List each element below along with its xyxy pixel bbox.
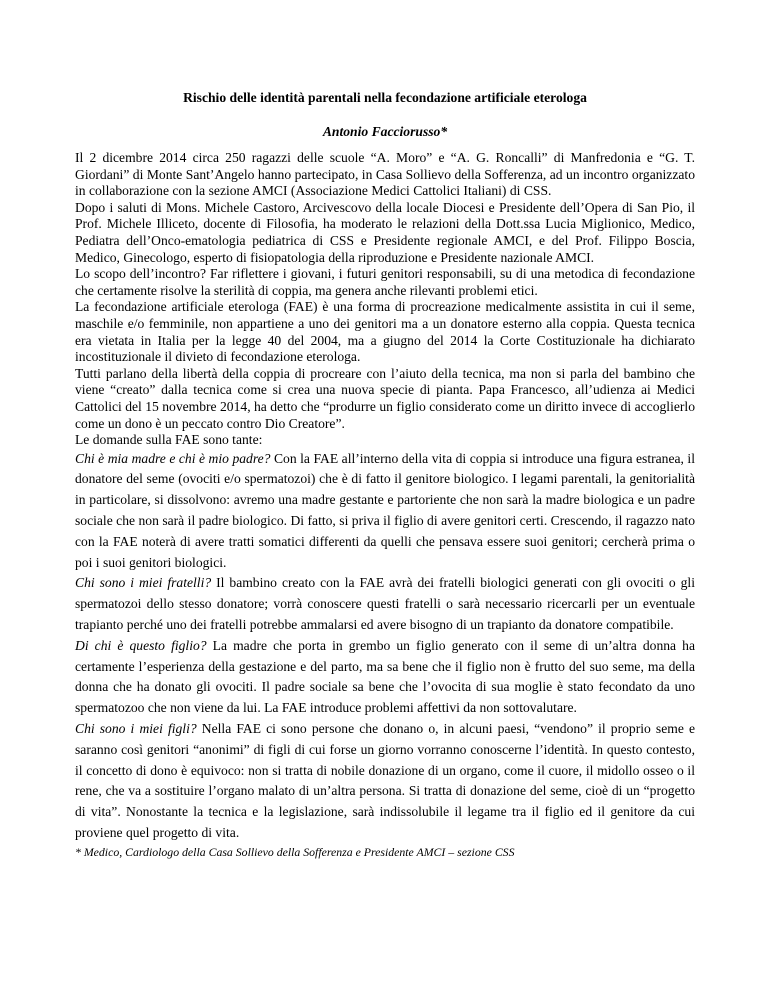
question-text: Di chi è questo figlio?: [75, 637, 207, 653]
paragraph: Tutti parlano della libertà della coppia di procreare con l’aiuto della tecnica, ma non si parla del bambino che viene “creato” dalla tecnica come si crea una nuova specie di pianta. Papa Francesco, all’udienza ai Medici Cattolici del 15 novembre 2014, ha detto che “produrre un figlio considerato come un diritto invece di accoglierlo come un dono è un peccato contro Dio Creatore”.: [75, 365, 695, 431]
document-author: Antonio Facciorusso*: [322, 124, 448, 139]
paragraph: Dopo i saluti di Mons. Michele Castoro, Arcivescovo della locale Diocesi e Presidente dell’Opera di San Pio, il Prof. Michele Illiceto, docente di Filosofia, ha moderato le relazioni della Dott.ssa Lucia Miglionico, Medico, Pediatra dell’Onco-ematologia pediatrica di CSS e Presidente regionale AMCI, e del Prof. Filippo Boscia, Medico, Ginecologo, esperto di fisiopatologia della riproduzione e Presidente nazionale AMCI.: [75, 199, 695, 265]
questions-section: [75, 449, 695, 844]
footnote: * Medico, Cardiologo della Casa Sollievo della Sofferenza e Presidente AMCI – sezione CSS: [75, 844, 515, 859]
answer-text: La madre che porta in grembo un figlio generato con il seme di un’altra donna ha certamente l’esperienza della gestazione e del parto, ma sa bene che il figlio non è frutto del suo seme, ma della donna che ha donato gli ovociti. Il padre sociale sa bene che l’ovocita di sua moglie è stato fecondato da uno spermatozoo che non viene da lui. La FAE introduce problemi affettivi da non sottovalutare.: [75, 637, 695, 716]
question-text: Chi è mia madre e chi è mio padre?: [75, 450, 271, 466]
paragraph: Lo scopo dell’incontro? Far riflettere i giovani, i futuri genitori responsabili, su di una metodica di fecondazione che certamente risolve la sterilità di coppia, ma genera anche rilevanti problemi etici.: [75, 266, 695, 298]
answer-text: Nella FAE ci sono persone che donano o, in alcuni paesi, “vendono” il proprio seme e saranno così genitori “anonimi” di figli di cui forse un giorno vorranno conoscerne l’identità. In questo contesto, il concetto di dono è equivoco: non si tratta di nobile donazione di un organo, come il cuore, il midollo osseo o il rene, che va a sostituire l’organo malato di un’altra persona. Si tratta di donazione del seme, cioè di un “progetto di vita”. Nonostante la tecnica e la legislazione, sarà indissolubile il legame tra il figlio ed il genitore da cui proviene quel progetto di vita.: [75, 721, 695, 841]
question-paragraph: [75, 636, 695, 719]
intro-section: [75, 150, 695, 449]
paragraph: Le domande sulla FAE sono tante:: [75, 432, 263, 448]
answer-text: Il bambino creato con la FAE avrà dei fratelli biologici generati con gli ovociti o gli spermatozoi dello stesso donatore; vorrà conoscere questi fratelli o sarà necessario ricercarli per un eventuale trapianto perché uno dei fratelli potrebbe ammalarsi ed avere bisogno di un trapianto da donatore compatibile.: [75, 575, 695, 633]
answer-text: Con la FAE all’interno della vita di coppia si introduce una figura estranea, il donatore del seme (ovociti e/o spermatozoi) che è di fatto il genitore biologico. I legami parentali, la genitorialità in particolare, si dissolvono: avremo una madre gestante e partoriente che non sarà la madre biologica e un padre sociale che non sarà il padre biologico. Di fatto, si priva il figlio di avere genitori certi. Crescendo, il ragazzo nato con la FAE noterà di avere tratti somatici differenti da quelli che pensava essere suoi genitori; cercherà prima o poi i suoi genitori biologici.: [75, 450, 695, 570]
question-paragraph: [75, 449, 695, 574]
paragraph: La fecondazione artificiale eterologa (FAE) è una forma di procreazione medicalmente assistita in cui il seme, maschile e/o femminile, non appartiene a uno dei genitori ma a un donatore esterno alla coppia. Questa tecnica era vietata in Italia per la legge 40 del 2004, ma a giugno del 2014 la Corte Costituzionale ha dichiarato incostituzionale il divieto di fecondazione eterologa.: [75, 299, 695, 365]
question-text: Chi sono i miei fratelli?: [75, 575, 212, 591]
paragraph: Il 2 dicembre 2014 circa 250 ragazzi delle scuole “A. Moro” e “A. G. Roncalli” di Manfredonia e “G. T. Giordani” di Monte Sant’Angelo hanno partecipato, in Casa Sollievo della Sofferenza, ad un incontro organizzato in collaborazione con la sezione AMCI (Associazione Medici Cattolici Italiani) di CSS.: [75, 150, 695, 199]
document-title: Rischio delle identità parentali nella fecondazione artificiale eterologa: [183, 90, 587, 105]
question-paragraph: [75, 573, 695, 635]
question-text: Chi sono i miei figli?: [75, 721, 197, 737]
document-body: [75, 150, 695, 860]
document-page: [75, 0, 695, 860]
question-paragraph: [75, 719, 695, 844]
